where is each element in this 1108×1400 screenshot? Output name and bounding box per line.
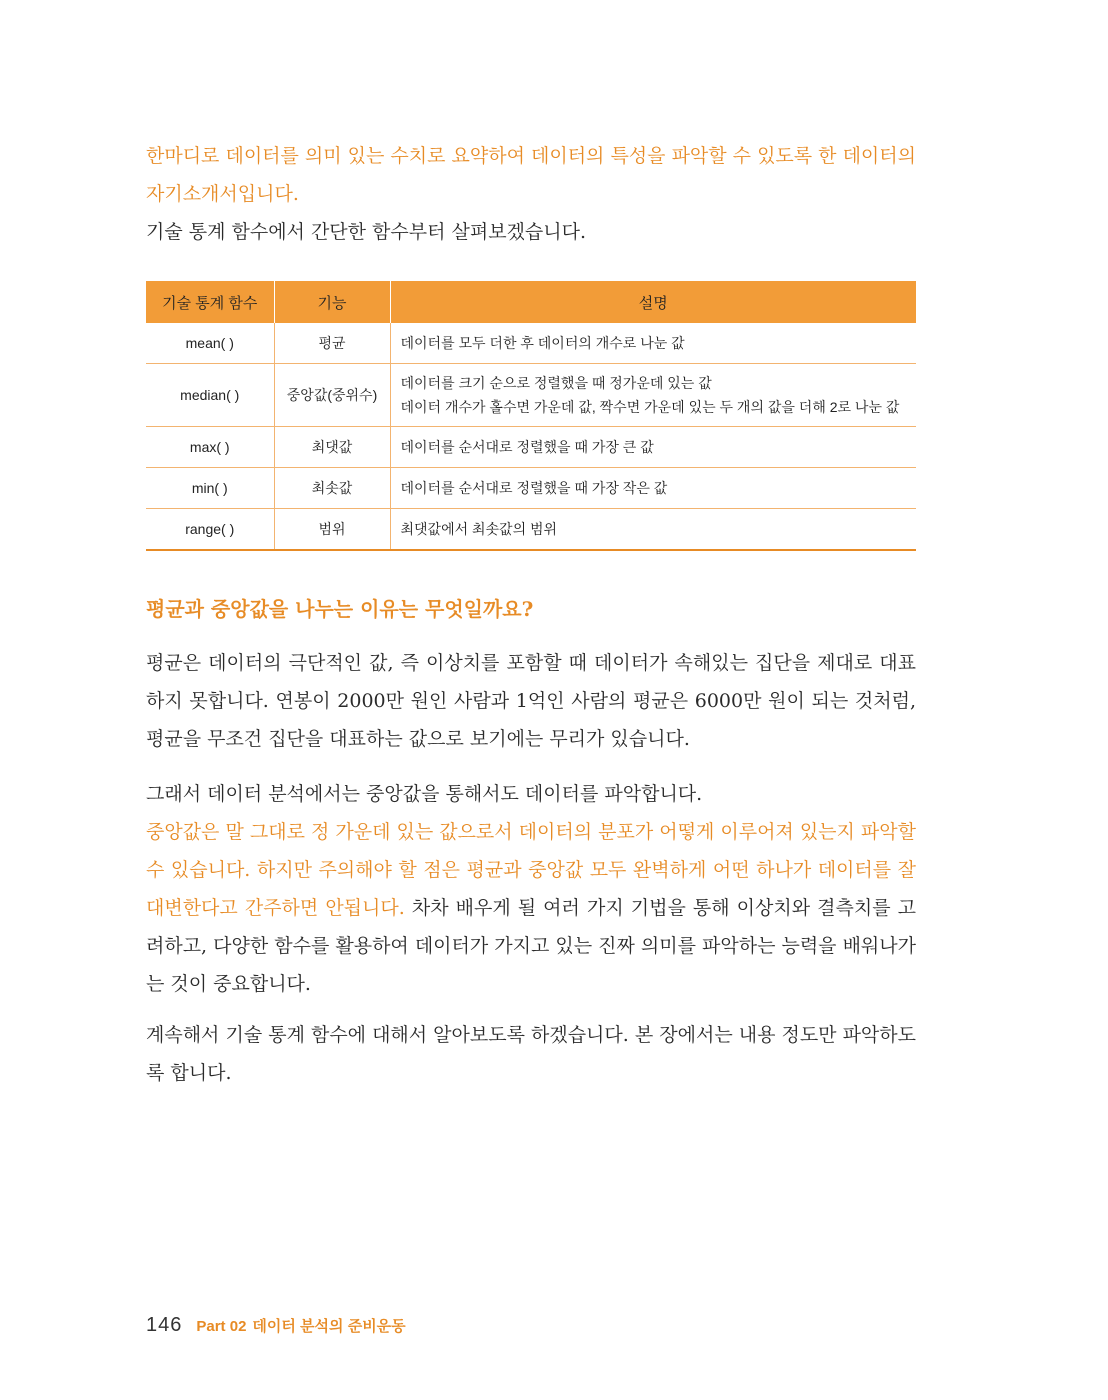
body-paragraph-3: 계속해서 기술 통계 함수에 대해서 알아보도록 하겠습니다. 본 장에서는 내용 정도만 파악하도록 합니다. [146, 1024, 916, 1084]
section-heading: 평균과 중앙값을 나누는 이유는 무엇일까요? [146, 597, 534, 621]
table-row [146, 364, 916, 427]
cell-function: max( ) [146, 427, 274, 468]
intro-paragraph [146, 137, 916, 213]
stats-function-table [146, 281, 916, 551]
intro-highlight-text: 한마디로 데이터를 의미 있는 수치로 요약하여 데이터의 특성을 파악할 수 있도록 한 데이터의 자기소개서입니다. [146, 145, 916, 205]
table-row [146, 427, 916, 468]
table-row [146, 509, 916, 551]
header-description: 설명 [390, 281, 916, 323]
cell-description [390, 364, 916, 427]
cell-feature: 최솟값 [274, 468, 390, 509]
cell-description [390, 468, 916, 509]
cell-description [390, 323, 916, 364]
header-function: 기술 통계 함수 [146, 281, 274, 323]
paragraph-2-rest: 차차 배우게 될 여러 가지 기법을 통해 이상치와 결측치를 고려하고, 다양한 함수를 활용하여 데이터가 가지고 있는 진짜 의미를 파악하는 능력을 배워나가는 것이 중요합니다. [146, 897, 916, 995]
table-row [146, 468, 916, 509]
cell-feature: 최댓값 [274, 427, 390, 468]
page-number: 146 [146, 1314, 183, 1336]
intro-plain-text: 기술 통계 함수에서 간단한 함수부터 살펴보겠습니다. [146, 221, 587, 243]
cell-function: mean( ) [146, 323, 274, 364]
description-line: 최댓값에서 최솟값의 범위 [400, 521, 558, 537]
cell-feature: 중앙값(중위수) [274, 364, 390, 427]
paragraph-2-highlight: 중앙값은 말 그대로 정 가운데 있는 값으로서 데이터의 분포가 어떻게 이루어져 있는지 파악할 수 있습니다. 하지만 주의해야 할 점은 평균과 중앙값 모두 완벽하게 어떤 하나가 데이터를 잘 대변한다고 간주하면 안됩니다. [146, 821, 916, 919]
cell-function: range( ) [146, 509, 274, 551]
table-row [146, 323, 916, 364]
chapter-title: 데이터 분석의 준비운동 [252, 1318, 406, 1335]
table-header-row [146, 281, 916, 323]
cell-description [390, 509, 916, 551]
description-line: 데이터를 순서대로 정렬했을 때 가장 작은 값 [400, 480, 668, 496]
part-label: Part 02 [196, 1318, 247, 1335]
intro-plain-paragraph [146, 213, 916, 251]
description-line: 데이터를 크기 순으로 정렬했을 때 정가운데 있는 값 [400, 375, 712, 391]
cell-feature: 평균 [274, 323, 390, 364]
description-line: 데이터를 모두 더한 후 데이터의 개수로 나눈 값 [400, 335, 685, 351]
body-paragraph-1: 평균은 데이터의 극단적인 값, 즉 이상치를 포함할 때 데이터가 속해있는 집단을 제대로 대표하지 못합니다. 연봉이 2000만 원인 사람과 1억인 사람의 평균은 6000만 원이 되는 것처럼, 평균을 무조건 집단을 대표하는 값으로 보기에는 무리가 있습니다. [146, 652, 916, 750]
cell-description [390, 427, 916, 468]
description-line: 데이터 개수가 홀수면 가운데 값, 짝수면 가운데 있는 두 개의 값을 더해 2로 나눈 값 [400, 399, 900, 415]
header-feature: 기능 [274, 281, 390, 323]
paragraph-2-first-line: 그래서 데이터 분석에서는 중앙값을 통해서도 데이터를 파악합니다. [146, 783, 703, 805]
cell-function: median( ) [146, 364, 274, 427]
body-paragraph-2 [146, 775, 916, 1003]
page-footer [146, 1314, 406, 1344]
cell-feature: 범위 [274, 509, 390, 551]
cell-function: min( ) [146, 468, 274, 509]
description-line: 데이터를 순서대로 정렬했을 때 가장 큰 값 [400, 439, 654, 455]
